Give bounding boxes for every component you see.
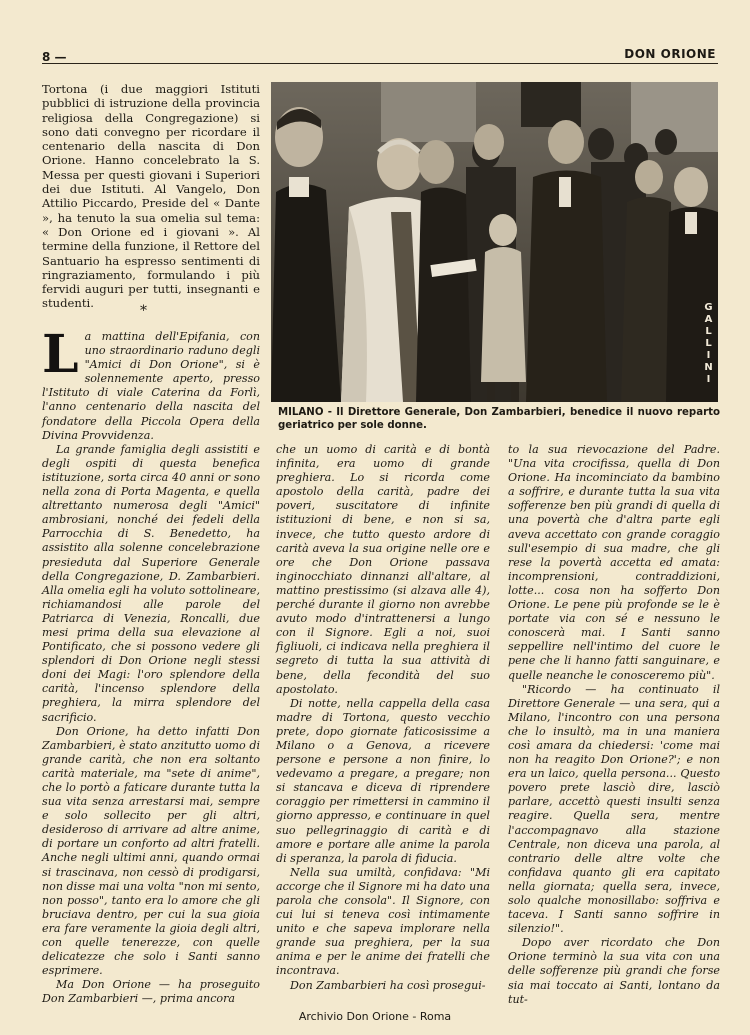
paragraph: La grande famiglia degli assistiti e degli ospiti di questa benefica istituzione, sorta circa 40 anni or sono nella zona di Porta Magenta, e quella altrettanto numerosa degli "Amici" ambrosiani, nonché dei fedeli della Parrocchia di S. Benedetto, ha assistito alla solenne concelebrazione presieduta dal Superiore Generale della Congregazione, D. Zambarbieri. Alla omelia egli ha voluto sottolineare, richiamandosi alle parole del Patriarca di Venezia, Roncalli, due mesi prima della sua elevazione al Pontificato, che si possono vedere gli splendori di Don Orione negli stessi doni dei Magi: l'oro splendore della carità, l'incenso splendore della preghiera, la mirra splendore del sacrificio. (42, 442, 260, 724)
paragraph: Don Zambarbieri ha così prosegui- (290, 978, 486, 992)
drop-cap: L (42, 324, 79, 385)
paragraph: Nella sua umiltà, confidava: "Mi accorge che il Signore mi ha dato una parola che consola". Il Signore, con cui lui si teneva così intimamente unito e che sapeva implorare nella grande sua preghiera, per la sua anima e per le anime dei fratelli che incontrava. (276, 865, 490, 978)
photo-credit-watermark (698, 302, 718, 390)
header-rule (42, 63, 718, 64)
paragraph: Don Orione, ha detto infatti Don Zambarbieri, è stato anzitutto uomo di grande carità, che non era soltanto carità materiale, ma "sete di anime", che lo portò a faticare durante tutta la sua vita senza arrestarsi mai, sempre e solo sollecito per gli altri, desideroso di arrivare ad altre anime, di portare un conforto ad altri fratelli. Anche negli ultimi anni, quando ormai si trascinava, non cessò di prodigarsi, non disse mai una volta "non mi sento, non posso", tanto era lo amore che gli bruciava dentro, per cui la sua gioia era fare veramente la gioia degli altri, con quelle tenerezze, con quelle delicatezze che solo i Santi sanno esprimere. (42, 724, 260, 978)
intro-text: Tortona (i due maggiori Istituti pubblici di istruzione della provincia religiosa della Congregazione) si sono dati convegno per ricordare il centenario della nascita di Don Orione. Hanno concelebrato la S. Messa per questi giovani i Superiori dei due Istituti. Al Vangelo, Don Attilio Piccardo, Preside del « Dante », ha tenuto la sua omelia sul tema: « Don Orione ed i giovani ». Al termine della funzione, il Rettore del Santuario ha espresso sentimenti di ringraziamento, formulando i più fervidi auguri per tutti, insegnanti e studenti. (42, 82, 260, 311)
paragraph: Dopo aver ricordato che Don Orione terminò la sua vita con una delle sofferenze più grandi che forse sia mai toccato ai Santi, lontano da tut- (508, 936, 720, 1006)
page-number: 8 — (42, 50, 67, 64)
paragraph: che un uomo di carità e di bontà infinita, era uomo di grande preghiera. Lo si ricorda come apostolo della carità, padre dei poveri, suscitatore di infinite istituzioni di bene, e non si sa, invece, che tutto questo ardore di carità aveva la sua origine nelle ore e ore che Don Orione passava inginocchiato dinnanzi all'altare, al mattino prestissimo (si alzava alle 4), perché durante il giorno non avrebbe avuto modo d'intrattenersi a lungo con il Signore. Egli a noi, suoi figliuoli, ci indicava nella preghiera il segreto di tutta la sua attività di bene, della fecondità del suo apostolato. (276, 443, 490, 696)
intro-paragraph (42, 82, 260, 311)
archive-footer: Archivio Don Orione - Roma (298, 1010, 452, 1023)
article-column-2 (276, 443, 490, 993)
lead-paragraph (42, 324, 260, 443)
photo-caption: MILANO - Il Direttore Generale, Don Zambarbieri, benedice il nuovo reparto geriatrico per sole donne. (278, 407, 720, 431)
paragraph: to la sua rievocazione del Padre. "Una vita crocifissa, quella di Don Orione. Ha incominciato da bambino a soffrire, e durante tutta la sua vita sofferenze ben più grandi di quella di una povertà che d'altra parte egli aveva accettato con grande coraggio sull'esempio di sua madre, che gli rese la povertà accetta ed amata: incomprensioni, contraddizioni, lotte... cosa non ha sofferto Don Orione. Le pene più profonde se le è portate via con sé e nessuno le conoscerà mai. I Santi sanno seppellire nell'intimo del cuore le pene che li hanno fatti sanguinare, e quelle neanche le conosceremo più". (508, 443, 720, 682)
article-column-3 (508, 443, 720, 1007)
watermark-text: GALLINI (703, 302, 714, 386)
article-column-1 (42, 324, 260, 1007)
paragraph: Di notte, nella cappella della casa madre di Tortona, questo vecchio prete, dopo giornate faticosissime a Milano o a Genova, a ricevere persone e persone a non finire, lo vedevamo a pregare, a pregare; non si stancava e diceva di riprendere coraggio per rimettersi in cammino il giorno appresso, e continuare in quel suo pellegrinaggio di carità e di amore e portare alle anime la parola di speranza, la parola di fiducia. (276, 696, 490, 865)
paragraph: Ma Don Orione — ha proseguito Don Zambarbieri —, prima ancora (42, 978, 260, 1006)
photo-illustration (271, 82, 718, 402)
running-head: DON ORIONE (624, 47, 716, 61)
news-photo (271, 82, 718, 402)
lead-text: a mattina dell'Epifania, con uno straordinario raduno degli "Amici di Don Orione", si è solennemente aperto, presso l'Istituto di viale Caterina da Forlì, l'anno centenario della nascita del fondatore della Piccola Opera della Divina Provvidenza. (42, 330, 260, 442)
paragraph: "Ricordo — ha continuato il Direttore Generale — una sera, qui a Milano, l'incontro con una persona che lo insultò, ma in una maniera così amara da chiedersi: 'come mai non ha reagito Don Orione?'; e non era un laico, quella persona... Questo povero prete lasciò dire, lasciò parlare, accettò questi insulti senza reagire. Quella sera, mentre l'accompagnavo alla stazione Centrale, non diceva una parola, al contrario delle altre volte che confidava quanto gli era capitato nella giornata; quella sera, invece, solo qualche monosillabo: soffriva e taceva. I Santi sanno soffrire in silenzio!". (508, 682, 720, 936)
section-separator: * (140, 303, 147, 319)
